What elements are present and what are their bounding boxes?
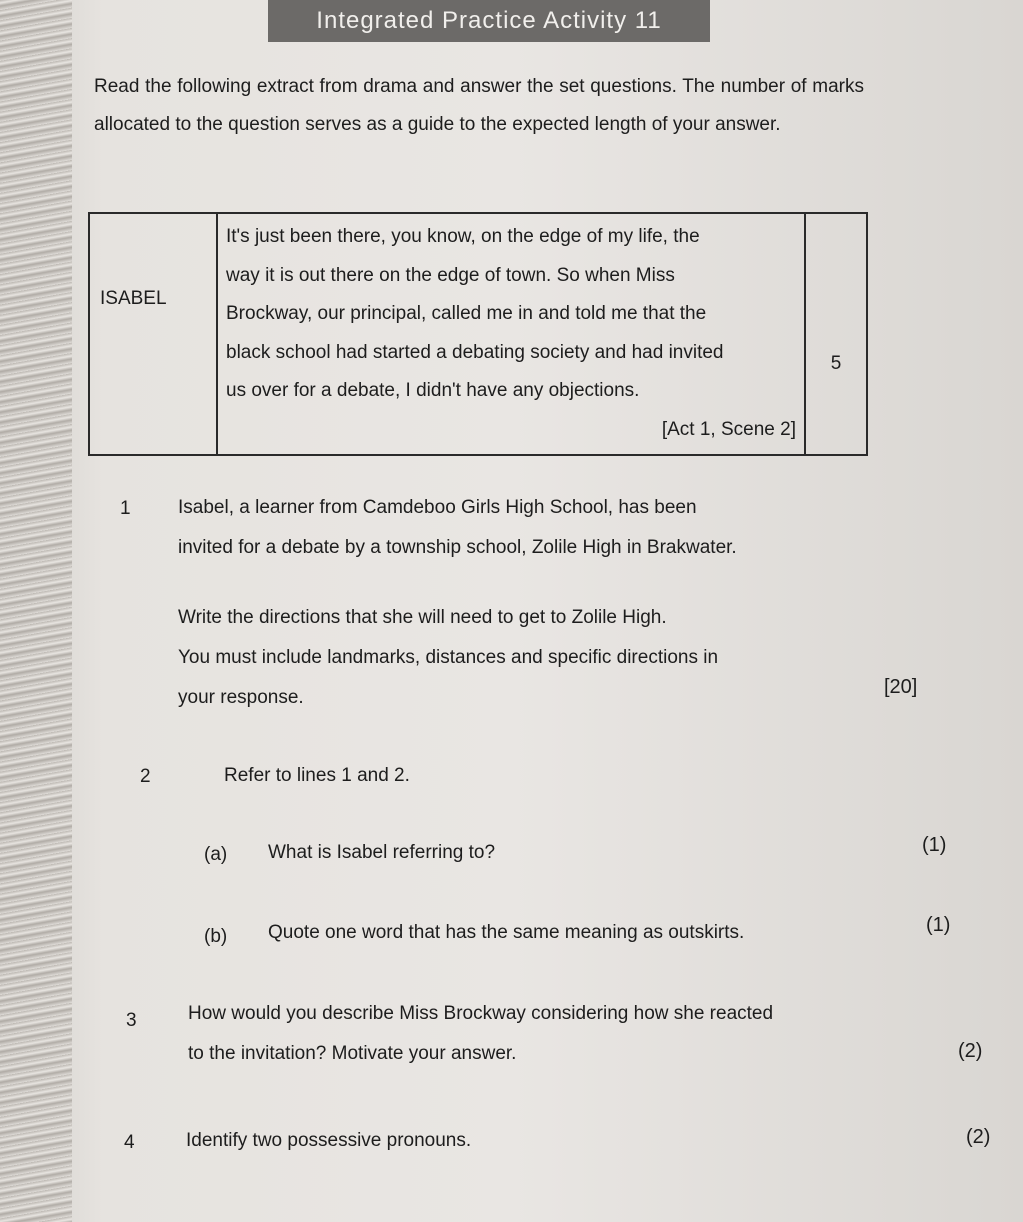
instructions: Read the following extract from drama and answer the set questions. The number of marks allocated to the question serves as a guide to the expected length of your answer. xyxy=(94,76,864,135)
question-2b-label: (b) xyxy=(204,926,228,947)
question-1-line: Write the directions that she will need to get to Zolile High. xyxy=(178,607,667,628)
question-3-number: 3 xyxy=(126,1010,137,1031)
question-1-line: invited for a debate by a township school, Zolile High in Brakwater. xyxy=(178,537,737,558)
speech-line: It's just been there, you know, on the edge of my life, the xyxy=(226,226,700,247)
question-3-line: How would you describe Miss Brockway considering how she reacted xyxy=(188,1003,774,1024)
question-3-line: to the invitation? Motivate your answer. xyxy=(188,1043,517,1064)
question-3-marks: (2) xyxy=(958,1040,983,1062)
question-2a-text: What is Isabel referring to? xyxy=(268,842,496,863)
question-2b-text: Quote one word that has the same meaning as outskirts. xyxy=(268,922,745,943)
question-2a-marks: (1) xyxy=(922,834,947,856)
question-2a-label: (a) xyxy=(204,844,228,865)
question-1-task xyxy=(178,598,858,718)
question-1-marks: [20] xyxy=(884,676,918,698)
speech-text xyxy=(217,213,805,455)
question-3-text xyxy=(188,994,928,1074)
question-4-number: 4 xyxy=(124,1132,135,1153)
activity-title: Integrated Practice Activity 11 xyxy=(268,0,710,42)
question-1-line: your response. xyxy=(178,687,304,708)
question-1-line: Isabel, a learner from Camdeboo Girls High School, has been xyxy=(178,497,697,518)
question-4-marks: (2) xyxy=(966,1126,991,1148)
scene-reference: [Act 1, Scene 2] xyxy=(661,418,796,440)
speech-line: way it is out there on the edge of town. So when Miss xyxy=(226,264,675,286)
question-2-text: Refer to lines 1 and 2. xyxy=(224,765,410,786)
question-2b-marks: (1) xyxy=(926,914,951,936)
speech-line: us over for a debate, I didn't have any objections. xyxy=(226,380,640,401)
line-number: 5 xyxy=(805,213,867,455)
speech-line: black school had started a debating society and had invited xyxy=(226,341,724,363)
speech-line: Brockway, our principal, called me in and told me that the xyxy=(226,303,707,324)
torn-paper-edge xyxy=(0,0,72,1222)
question-1-line: You must include landmarks, distances and specific directions in xyxy=(178,647,719,668)
question-1-number: 1 xyxy=(120,498,131,519)
speaker-name: ISABEL xyxy=(89,213,217,455)
drama-extract-table xyxy=(88,212,868,456)
question-4-text: Identify two possessive pronouns. xyxy=(186,1130,472,1151)
question-2-number: 2 xyxy=(140,766,151,787)
question-1-text xyxy=(178,488,858,568)
